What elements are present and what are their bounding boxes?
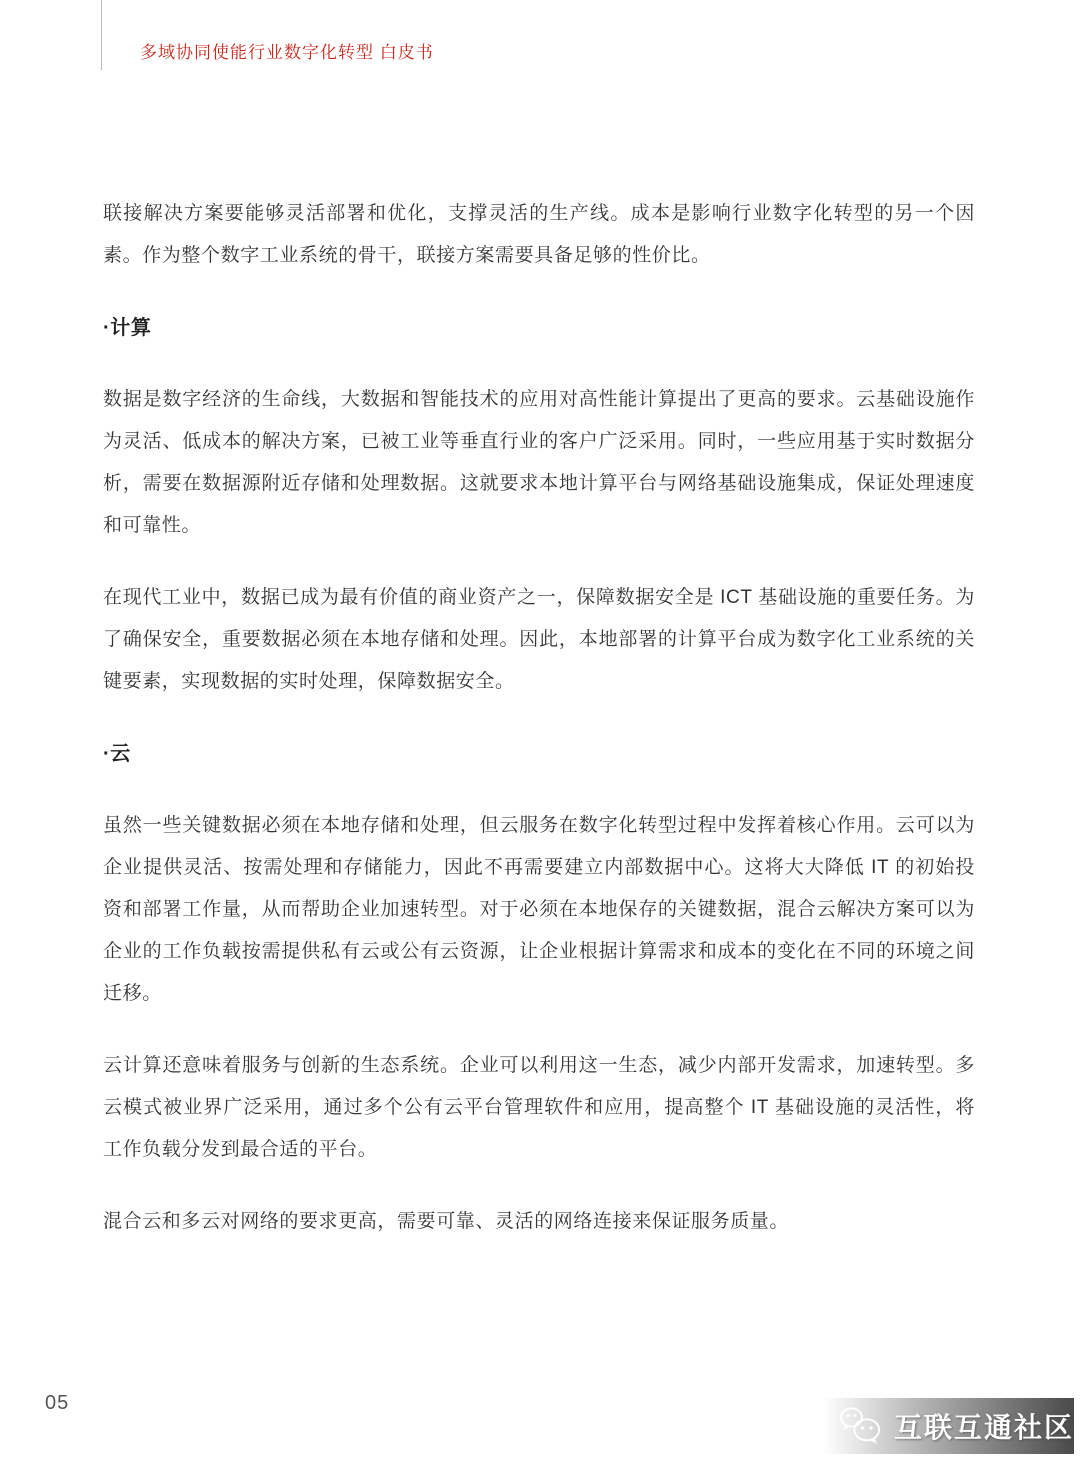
body-content [103, 193, 975, 1243]
compute-paragraph-1: 数据是数字经济的生命线，大数据和智能技术的应用对高性能计算提出了更高的要求。云基础设施作为灵活、低成本的解决方案，已被工业等垂直行业的客户广泛采用。同时，一些应用基于实时数据分析，需要在数据源附近存储和处理数据。这就要求本地计算平台与网络基础设施集成，保证处理速度和可靠性。 [103, 389, 975, 536]
watermark-badge [824, 1398, 1074, 1454]
compute-paragraph-2: 在现代工业中，数据已成为最有价值的商业资产之一，保障数据安全是 ICT 基础设施的重要任务。为了确保安全，重要数据必须在本地存储和处理。因此，本地部署的计算平台成为数字化工业系统的关键要素，实现数据的实时处理，保障数据安全。 [103, 587, 975, 692]
section-heading-cloud: ·云 [103, 743, 131, 765]
header-vertical-rule [101, 0, 102, 70]
cloud-paragraph-3: 混合云和多云对网络的要求更高，需要可靠、灵活的网络连接来保证服务质量。 [103, 1211, 790, 1232]
watermark-label: 互联互通社区 [894, 1412, 1075, 1443]
cloud-paragraph-2: 云计算还意味着服务与创新的生态系统。企业可以利用这一生态，减少内部开发需求，加速转型。多云模式被业界广泛采用，通过多个公有云平台管理软件和应用，提高整个 IT 基础设施的灵活性，将工作负载分发到最合适的平台。 [103, 1055, 975, 1160]
intro-paragraph: 联接解决方案要能够灵活部署和优化，支撑灵活的生产线。成本是影响行业数字化转型的另一个因素。作为整个数字工业系统的骨干，联接方案需要具备足够的性价比。 [103, 203, 975, 266]
running-header-title: 多域协同使能行业数字化转型 白皮书 [140, 43, 434, 62]
wechat-icon [838, 1406, 884, 1446]
section-heading-compute: ·计算 [103, 317, 152, 339]
cloud-paragraph-1: 虽然一些关键数据必须在本地存储和处理，但云服务在数字化转型过程中发挥着核心作用。云可以为企业提供灵活、按需处理和存储能力，因此不再需要建立内部数据中心。这将大大降低 IT 的初始投资和部署工作量，从而帮助企业加速转型。对于必须在本地保存的关键数据，混合云解决方案可以为企业的工作负载按需提供私有云或公有云资源，让企业根据计算需求和成本的变化在不同的环境之间迁移。 [103, 815, 975, 1004]
page-number: 05 [45, 1392, 70, 1414]
